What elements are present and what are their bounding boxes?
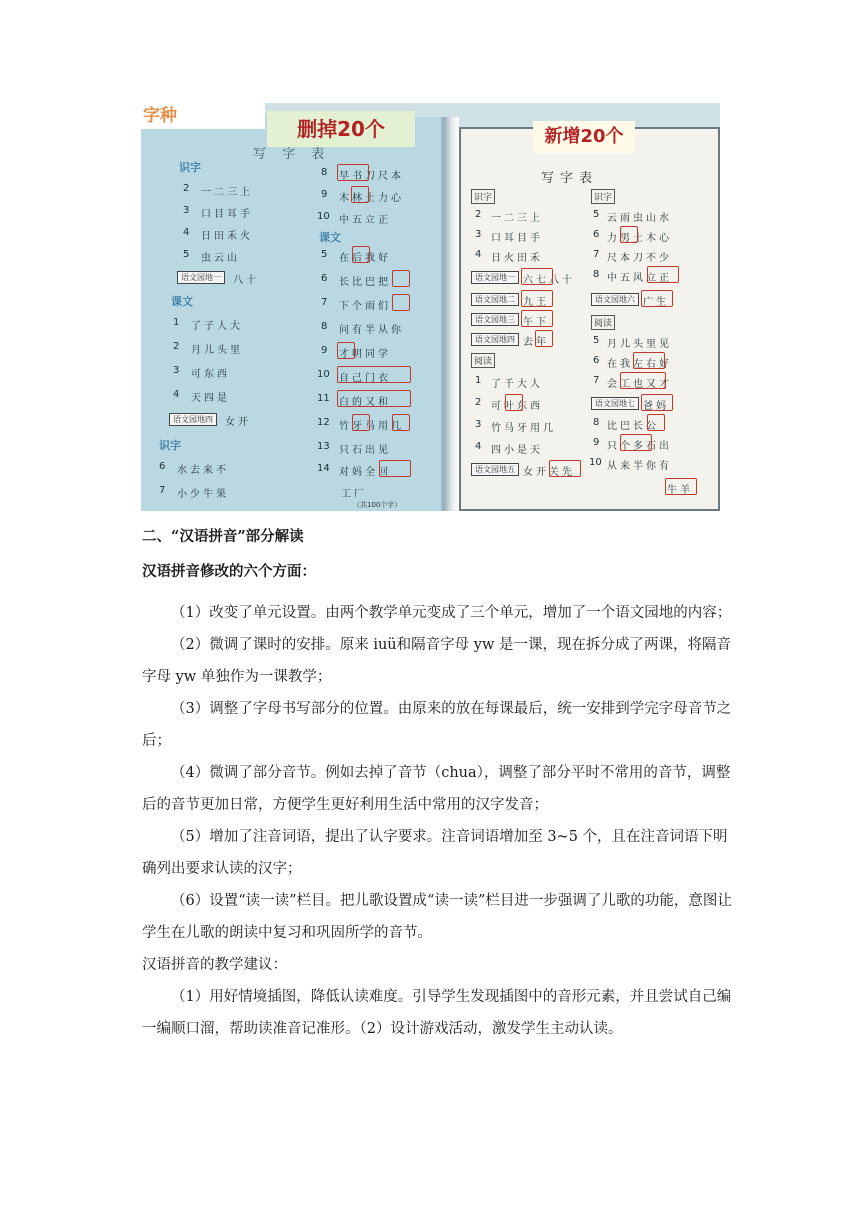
highlight-box: [641, 290, 673, 307]
right-section-yuedu-1: 阅读: [471, 353, 495, 368]
paragraph: （5）增加了注音词语，提出了认字要求。注音词语增加至 3~5 个，且在注音词语下明确列出要求认读的汉字；: [142, 829, 728, 877]
tag-zizhong: 字种: [141, 103, 265, 129]
row-num: 7: [159, 485, 166, 496]
garden-label: 语文园地一: [471, 271, 519, 284]
right-section-yuedu-2: 阅读: [591, 315, 615, 330]
row-chars: 水去来不: [177, 465, 229, 476]
paragraph: （3）调整了字母书写部分的位置。由原来的放在每课最后，统一安排到学完字母音节之后；: [142, 701, 732, 749]
highlight-box: [505, 394, 523, 411]
highlight-box: [337, 366, 411, 383]
row-num: 7: [593, 375, 600, 386]
row-chars: 下个雨们: [339, 301, 391, 312]
row-chars: 四小是天: [491, 445, 543, 456]
row-chars: 女开: [225, 417, 251, 428]
row-num: 10: [589, 457, 602, 468]
row-chars: 天四是: [191, 393, 230, 404]
row-chars: 可东西: [191, 369, 230, 380]
garden-label: 语文园地四: [169, 413, 217, 426]
highlight-box: [620, 226, 638, 243]
row-num: 10: [317, 211, 330, 222]
row-num: 2: [475, 397, 482, 408]
highlight-box: [337, 164, 369, 181]
row-chars: 中五风立正: [607, 273, 672, 284]
row-num: 7: [321, 297, 328, 308]
row-num: 5: [321, 249, 328, 260]
sub-heading: 汉语拼音修改的六个方面：: [142, 563, 316, 580]
row-num: 2: [183, 183, 190, 194]
row-num: 1: [173, 317, 180, 328]
row-chars: 只石出见: [339, 445, 391, 456]
row-num: 7: [593, 249, 600, 260]
row-num: 6: [593, 229, 600, 240]
highlight-box: [521, 268, 553, 285]
paragraph: （1）改变了单元设置。由两个教学单元变成了三个单元，增加了一个语文园地的内容；: [171, 605, 732, 621]
garden-label: 语文园地五: [471, 463, 519, 476]
row-chars: 力男土木心: [607, 233, 672, 244]
highlight-box: [379, 460, 411, 477]
highlight-box: [633, 352, 665, 369]
textbook-photo: [141, 103, 720, 511]
row-num: 1: [475, 375, 482, 386]
row-num: 8: [321, 167, 328, 178]
highlight-box: [337, 342, 355, 359]
highlight-box: [392, 294, 410, 311]
row-chars: 自己门衣: [339, 373, 391, 384]
garden-label: 语文园地七: [591, 397, 639, 410]
row-chars: 日田禾火: [201, 231, 253, 242]
row-chars: 六七八十: [523, 275, 575, 286]
garden-label: 语文园地三: [471, 313, 519, 326]
row-num: 3: [475, 419, 482, 430]
row-num: 6: [593, 355, 600, 366]
right-section-shizi-2: 识字: [591, 189, 615, 204]
book-gutter: [443, 117, 459, 511]
row-chars: 工厂: [341, 489, 367, 500]
row-num: 9: [321, 345, 328, 356]
row-num: 2: [173, 341, 180, 352]
row-chars: 牛羊: [667, 485, 693, 496]
row-num: 14: [317, 463, 330, 474]
advice-title: 汉语拼音的教学建议：: [142, 957, 287, 973]
row-num: 8: [593, 269, 600, 280]
row-chars: 虫云山: [201, 253, 240, 264]
right-section-shizi-1: 识字: [471, 189, 495, 204]
section-heading: 二、“汉语拼音”部分解读: [142, 528, 304, 545]
highlight-box: [392, 414, 410, 431]
garden-label: 语文园地二: [471, 293, 519, 306]
highlight-box: [337, 390, 411, 407]
row-chars: 月儿头里: [191, 345, 243, 356]
row-chars: 一二三上: [201, 187, 253, 198]
highlight-box: [641, 394, 673, 411]
row-chars: 尺本刀不少: [607, 253, 672, 264]
row-chars: 从来半你有: [607, 461, 672, 472]
row-chars: 八十: [233, 275, 259, 286]
highlight-box: [351, 186, 369, 203]
row-num: 4: [173, 389, 180, 400]
left-section-shizi-1: 识字: [179, 161, 201, 174]
highlight-box: [521, 290, 553, 307]
row-chars: 云雨虫山水: [607, 213, 672, 224]
row-chars: 口耳目手: [491, 233, 543, 244]
paragraph: （6）设置“读一读”栏目。把儿歌设置成“读一读”栏目进一步强调了儿歌的功能，意图让学生在儿歌的朗读中复习和巩固所学的音节。: [142, 893, 732, 941]
row-num: 4: [475, 249, 482, 260]
row-num: 9: [321, 189, 328, 200]
row-num: 2: [475, 209, 482, 220]
row-chars: 女开关先: [523, 467, 575, 478]
body-paragraphs: [142, 597, 732, 1045]
row-num: 11: [317, 393, 330, 404]
row-chars: 木林土力心: [339, 193, 404, 204]
row-num: 4: [475, 441, 482, 452]
highlight-box: [620, 372, 666, 389]
left-section-kewen-2: 课文: [319, 231, 341, 244]
row-chars: 小少牛果: [177, 489, 229, 500]
highlight-box: [647, 266, 679, 283]
highlight-box: [549, 460, 581, 477]
paragraph: （4）微调了部分音节。例如去掉了音节（chua），调整了部分平时不常用的音节，调整后的音节更加日常，方便学生更好利用生活中常用的汉字发音；: [142, 765, 731, 813]
row-chars: 问有半从你: [339, 325, 404, 336]
highlight-box: [521, 310, 553, 327]
garden-label: 语文园地六: [591, 293, 639, 306]
row-num: 4: [183, 227, 190, 238]
highlight-box: [352, 414, 370, 431]
row-chars: 比巴长公: [607, 421, 659, 432]
row-num: 6: [159, 461, 166, 472]
row-chars: 日火田禾: [491, 253, 543, 264]
highlight-box: [352, 246, 370, 263]
row-num: 8: [321, 321, 328, 332]
left-section-kewen-1: 课文: [171, 295, 193, 308]
row-num: 5: [593, 209, 600, 220]
row-num: 10: [317, 369, 330, 380]
row-num: 3: [183, 205, 190, 216]
total-count: （共100个字）: [353, 501, 402, 509]
row-chars: 在后我好: [339, 253, 391, 264]
row-chars: 白的又和: [339, 397, 391, 408]
paragraph: （1）用好情境插图，降低认读难度。引导学生发现插图中的音形元素，并且尝试自己编一编顺口溜，帮助读准音记准形。（2）设计游戏活动，激发学生主动认读。: [142, 989, 732, 1037]
paragraph: （2）微调了课时的安排。原来 iuü和隔音字母 yw 是一课，现在拆分成了两课，将隔音字母 yw 单独作为一课教学；: [142, 637, 731, 685]
row-chars: 口目耳手: [201, 209, 253, 220]
row-chars: 竹牙马用几: [339, 421, 404, 432]
tag-added-20: 新增20个: [533, 121, 635, 153]
highlight-box: [620, 434, 652, 451]
row-chars: 才明同学: [339, 349, 391, 360]
row-chars: 早书刀尺本: [339, 171, 404, 182]
row-chars: 月儿头里见: [607, 339, 672, 350]
row-chars: 会工也又才: [607, 379, 672, 390]
garden-label: 语文园地四: [471, 333, 519, 346]
highlight-box: [535, 330, 553, 347]
row-chars: 只个多石出: [607, 441, 672, 452]
row-chars: 九王: [523, 297, 549, 308]
row-chars: 午下: [523, 317, 549, 328]
left-table-title: 写 字 表: [253, 147, 331, 162]
row-chars: 中五立正: [339, 215, 391, 226]
garden-label: 语文园地一: [177, 271, 225, 284]
right-table-title: 写字表: [541, 171, 599, 186]
row-chars: 在我左右好: [607, 359, 672, 370]
row-chars: 竹马牙用几: [491, 423, 556, 434]
row-chars: 了子人大: [191, 321, 243, 332]
row-num: 8: [593, 417, 600, 428]
row-chars: 了千大人: [491, 379, 543, 390]
row-chars: 可叶东西: [491, 401, 543, 412]
highlight-box: [647, 414, 665, 431]
row-chars: 爸妈: [643, 401, 669, 412]
row-chars: 长比巴把: [339, 277, 391, 288]
row-chars: 对妈全回: [339, 467, 391, 478]
row-num: 5: [183, 249, 190, 260]
highlight-box: [665, 478, 697, 495]
row-num: 3: [173, 365, 180, 376]
row-num: 3: [475, 229, 482, 240]
tag-deleted-20: 删掉20个: [267, 111, 415, 147]
highlight-box: [392, 270, 410, 287]
left-section-shizi-2: 识字: [159, 439, 181, 452]
row-num: 13: [317, 441, 330, 452]
row-chars: 广生: [643, 297, 669, 308]
row-chars: 一二三上: [491, 213, 543, 224]
row-num: 12: [317, 417, 330, 428]
row-num: 6: [321, 273, 328, 284]
row-chars: 去年: [523, 337, 549, 348]
row-num: 5: [593, 335, 600, 346]
row-num: 9: [593, 437, 600, 448]
